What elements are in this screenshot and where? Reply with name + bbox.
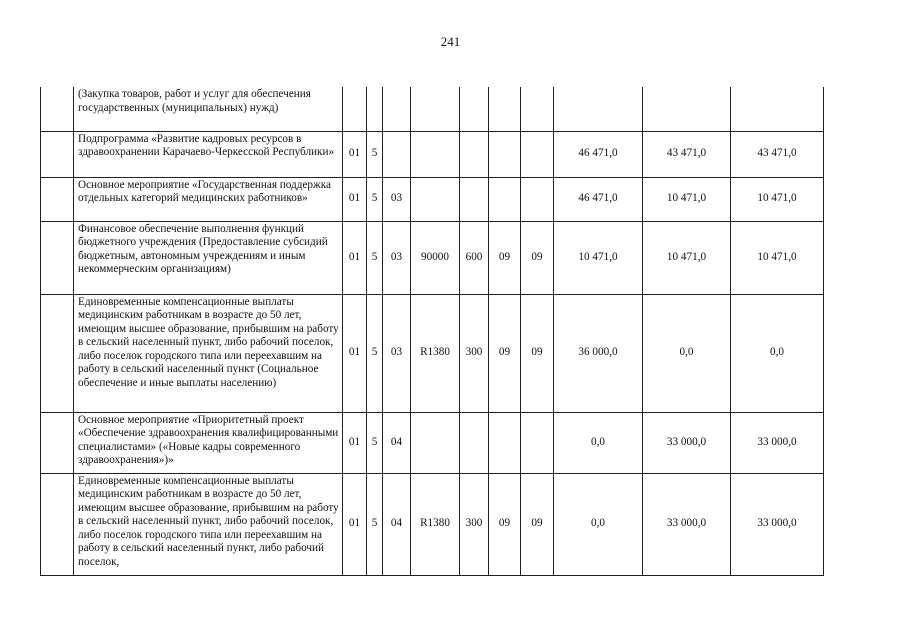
row-name: Основное мероприятие «Приоритетный проект «Обеспечение здравоохранения квалифицированными специалистами» («Новые кадры современного здравоохранения»)»: [74, 412, 343, 473]
code-cell: [343, 87, 367, 131]
page-number: 241: [440, 34, 461, 49]
code-cell: [383, 131, 411, 177]
code-cell: 09: [489, 294, 521, 412]
code-cell: [411, 87, 460, 131]
row-margin-cell: [41, 87, 74, 131]
amount-cell: 46 471,0: [554, 131, 643, 177]
code-cell: 09: [489, 473, 521, 575]
table-row: [41, 131, 824, 177]
row-name: Единовременные компенсационные выплаты медицинским работникам в возрасте до 50 лет, имеющим высшее образование, прибывшим на работу в сельский населенный пункт, либо рабочий поселок, либо поселок городского типа или переехавшим на работу в сельский населенный пункт (Социальное обеспечение и иные выплаты населению): [74, 294, 343, 412]
code-cell: 01: [343, 177, 367, 221]
row-margin-cell: [41, 294, 74, 412]
code-cell: [460, 177, 489, 221]
row-margin-cell: [41, 177, 74, 221]
amount-cell: 0,0: [643, 294, 731, 412]
amount-cell: 0,0: [731, 294, 824, 412]
code-cell: [411, 177, 460, 221]
code-cell: 5: [367, 412, 383, 473]
amount-cell: 10 471,0: [643, 177, 731, 221]
code-cell: [460, 412, 489, 473]
code-cell: 5: [367, 177, 383, 221]
code-cell: 5: [367, 473, 383, 575]
amount-cell: 43 471,0: [731, 131, 824, 177]
code-cell: [489, 87, 521, 131]
amount-cell: 33 000,0: [731, 473, 824, 575]
table-row: [41, 412, 824, 473]
code-cell: 01: [343, 131, 367, 177]
code-cell: [521, 87, 554, 131]
code-cell: 09: [521, 294, 554, 412]
amount-cell: 0,0: [554, 412, 643, 473]
code-cell: [460, 131, 489, 177]
table-row: [41, 177, 824, 221]
code-cell: 5: [367, 131, 383, 177]
table-row: [41, 87, 824, 131]
table-row: [41, 473, 824, 575]
code-cell: [521, 131, 554, 177]
code-cell: [460, 87, 489, 131]
row-margin-cell: [41, 131, 74, 177]
code-cell: 09: [489, 221, 521, 294]
code-cell: 600: [460, 221, 489, 294]
amount-cell: [643, 87, 731, 131]
row-name: Единовременные компенсационные выплаты медицинским работникам в возрасте до 50 лет, имеющим высшее образование, прибывшим на работу в сельский населенный пункт, либо рабочий поселок, либо поселок городского типа или переехавшим на работу в сельский населенный пункт, либо рабочий поселок,: [74, 473, 343, 575]
amount-cell: 10 471,0: [554, 221, 643, 294]
code-cell: 04: [383, 473, 411, 575]
row-name: (Закупка товаров, работ и услуг для обеспечения государственных (муниципальных) нужд): [74, 87, 343, 131]
code-cell: 03: [383, 177, 411, 221]
code-cell: 300: [460, 294, 489, 412]
amount-cell: 33 000,0: [731, 412, 824, 473]
row-margin-cell: [41, 473, 74, 575]
amount-cell: 33 000,0: [643, 473, 731, 575]
row-name: Финансовое обеспечение выполнения функций бюджетного учреждения (Предоставление субсидий бюджетным, автономным учреждениям и иным некоммерческим организациям): [74, 221, 343, 294]
amount-cell: 43 471,0: [643, 131, 731, 177]
code-cell: [489, 131, 521, 177]
amount-cell: 36 000,0: [554, 294, 643, 412]
code-cell: 01: [343, 221, 367, 294]
table-row: [41, 221, 824, 294]
row-margin-cell: [41, 221, 74, 294]
budget-table: [40, 87, 824, 576]
code-cell: [521, 177, 554, 221]
amount-cell: 10 471,0: [731, 177, 824, 221]
row-margin-cell: [41, 412, 74, 473]
code-cell: [489, 177, 521, 221]
amount-cell: [554, 87, 643, 131]
amount-cell: 46 471,0: [554, 177, 643, 221]
code-cell: 01: [343, 412, 367, 473]
amount-cell: 33 000,0: [643, 412, 731, 473]
code-cell: R1380: [411, 473, 460, 575]
code-cell: 01: [343, 473, 367, 575]
code-cell: [411, 412, 460, 473]
code-cell: [383, 87, 411, 131]
code-cell: 5: [367, 221, 383, 294]
code-cell: [521, 412, 554, 473]
amount-cell: [731, 87, 824, 131]
code-cell: 90000: [411, 221, 460, 294]
code-cell: R1380: [411, 294, 460, 412]
code-cell: 5: [367, 294, 383, 412]
code-cell: 03: [383, 221, 411, 294]
code-cell: [411, 131, 460, 177]
amount-cell: 10 471,0: [643, 221, 731, 294]
code-cell: 09: [521, 473, 554, 575]
code-cell: [489, 412, 521, 473]
row-name: Подпрограмма «Развитие кадровых ресурсов в здравоохранении Карачаево-Черкесской Республики»: [74, 131, 343, 177]
code-cell: 09: [521, 221, 554, 294]
code-cell: 03: [383, 294, 411, 412]
amount-cell: 0,0: [554, 473, 643, 575]
code-cell: 01: [343, 294, 367, 412]
table-body: [41, 87, 824, 575]
code-cell: [367, 87, 383, 131]
code-cell: 300: [460, 473, 489, 575]
code-cell: 04: [383, 412, 411, 473]
row-name: Основное мероприятие «Государственная поддержка отдельных категорий медицинских работников»: [74, 177, 343, 221]
amount-cell: 10 471,0: [731, 221, 824, 294]
table-row: [41, 294, 824, 412]
